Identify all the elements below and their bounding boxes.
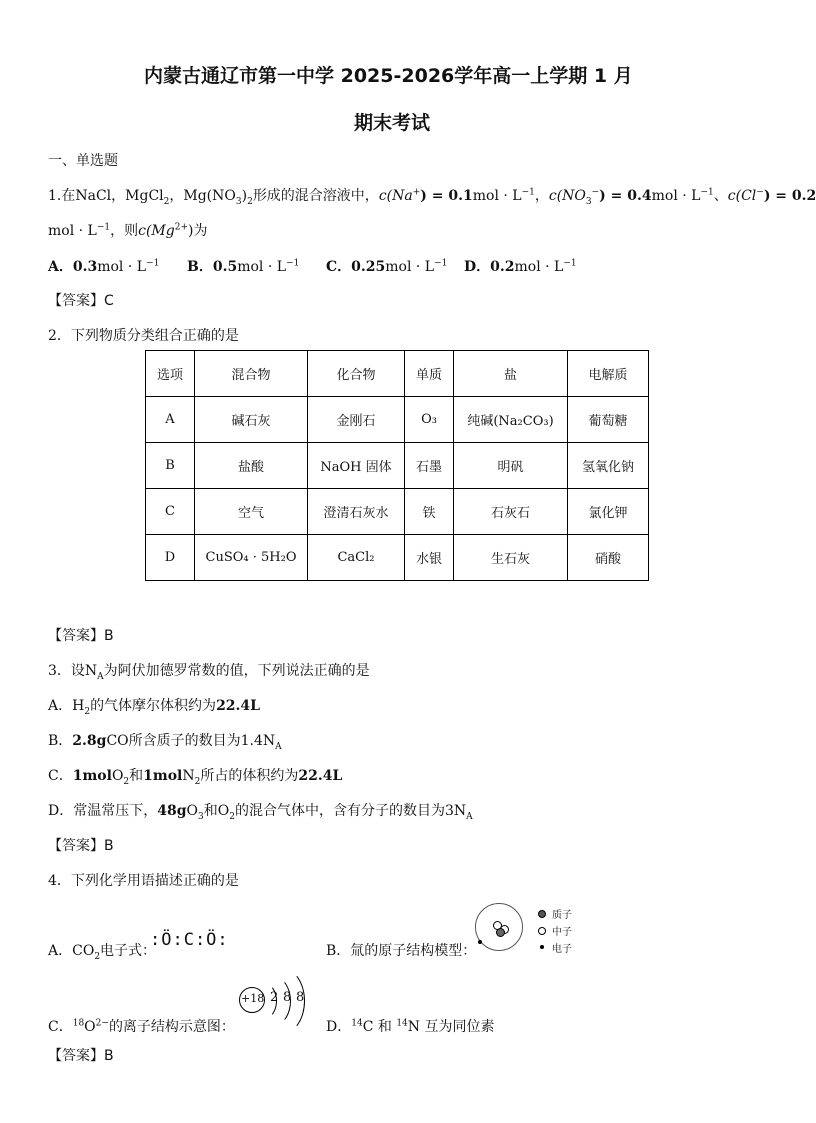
classification-table xyxy=(145,350,649,581)
page-title-line1: 内蒙古通辽市第一中学 2025-2026学年高一上学期 1 月 xyxy=(144,65,633,87)
table-cell: 明矾 xyxy=(454,443,568,489)
co2-lewis-structure: :Ö:C:Ö: xyxy=(150,930,229,950)
table-cell: 空气 xyxy=(195,489,308,535)
table-header: 化合物 xyxy=(308,351,405,397)
nucleus-charge: +18 xyxy=(241,992,265,1005)
table-cell: 纯碱(Na₂CO₃) xyxy=(454,397,568,443)
table-cell: 金刚石 xyxy=(308,397,405,443)
q4-answer: 【答案】B xyxy=(48,1048,114,1064)
table-cell: O₃ xyxy=(405,397,454,443)
table-row xyxy=(146,489,649,535)
table-cell: 氯化钾 xyxy=(568,489,649,535)
table-cell: 硝酸 xyxy=(568,535,649,581)
table-cell: CaCl₂ xyxy=(308,535,405,581)
table-cell: 石灰石 xyxy=(454,489,568,535)
table-header-row xyxy=(146,351,649,397)
table-cell: 碱石灰 xyxy=(195,397,308,443)
table-header: 电解质 xyxy=(568,351,649,397)
table-cell: B xyxy=(146,443,195,489)
table-cell: A xyxy=(146,397,195,443)
page-title-line2: 期末考试 xyxy=(354,112,431,134)
table-cell: D xyxy=(146,535,195,581)
q1-option-b: B．$0.5mol \cdot L^{-1}$ xyxy=(187,258,300,275)
q3-stem: 3．设$N_A$为阿伏加德罗常数的值，下列说法正确的是 xyxy=(48,663,370,682)
q4-option-a: A．$CO_2$电子式： xyxy=(48,943,157,962)
q4-option-b: B．氚的原子结构模型： xyxy=(326,943,477,959)
q1-option-c: C．$0.25mol \cdot L^{-1}$ xyxy=(326,258,448,275)
q1-option-d: D．$0.2mol \cdot L^{-1}$ xyxy=(464,258,577,275)
table-cell: 水银 xyxy=(405,535,454,581)
table-cell: C xyxy=(146,489,195,535)
q1-answer: 【答案】C xyxy=(48,293,114,309)
q4-stem: 4．下列化学用语描述正确的是 xyxy=(48,873,239,889)
table-header: 选项 xyxy=(146,351,195,397)
q3-option-a: A．$H_2$的气体摩尔体积约为22.4L xyxy=(48,698,261,717)
legend-label: 质子 xyxy=(552,910,572,921)
q3-option-c: C．1molO$_2$和1molN$_2$所占的体积约为22.4L xyxy=(48,768,343,787)
q4-option-d: D．$^{14}$C 和 $^{14}$N 互为同位素 xyxy=(326,1018,495,1035)
table-cell: 氢氧化钠 xyxy=(568,443,649,489)
q1-option-a: A．$0.3mol \cdot L^{-1}$ xyxy=(48,258,160,275)
q4-option-c: C．$^{18}O^{2-}$的离子结构示意图： xyxy=(48,1018,235,1035)
proton-circle xyxy=(496,928,505,937)
shell-count: 8 xyxy=(283,990,292,1005)
table-header: 单质 xyxy=(405,351,454,397)
section-heading: 一、单选题 xyxy=(48,153,118,169)
electron-dot xyxy=(478,940,482,944)
q1-stem-line1: 1.在NaCl，MgCl$_2$，$Mg(NO_3)_2$形成的混合溶液中，$c(Na^+) = 0.1mol \cdot L^{-1}$，$c(NO_3^-) = 0.4mol \cdot L^{-1}$、c(Cl−) = 0.2 xyxy=(48,187,816,207)
q1-stem-line2: mol · $L^{-1}$，则$c(Mg^{2+})$为 xyxy=(48,222,208,239)
shell-count: 2 xyxy=(270,990,279,1005)
table-header: 盐 xyxy=(454,351,568,397)
electron-legend-icon xyxy=(540,945,544,949)
q3-option-d: D．常温常压下，$48gO_3$和$O_2$的混合气体中，含有分子的数目为$3N_A$ xyxy=(48,803,473,822)
q3-answer: 【答案】B xyxy=(48,838,114,854)
table-cell: 葡萄糖 xyxy=(568,397,649,443)
legend-label: 中子 xyxy=(552,927,572,938)
legend-label: 电子 xyxy=(552,944,572,955)
table-cell: 铁 xyxy=(405,489,454,535)
q2-answer: 【答案】B xyxy=(48,628,114,644)
table-cell: 澄清石灰水 xyxy=(308,489,405,535)
table-row xyxy=(146,443,649,489)
proton-legend-icon xyxy=(538,910,546,918)
table-cell: 盐酸 xyxy=(195,443,308,489)
table-cell: CuSO₄ · 5H₂O xyxy=(195,535,308,581)
electron-shell-arc xyxy=(260,968,305,1034)
q2-stem: 2．下列物质分类组合正确的是 xyxy=(48,328,239,344)
neutron-legend-icon xyxy=(538,927,546,935)
table-row xyxy=(146,397,649,443)
table-row xyxy=(146,535,649,581)
shell-count: 8 xyxy=(296,990,305,1005)
table-cell: 石墨 xyxy=(405,443,454,489)
table-cell: 生石灰 xyxy=(454,535,568,581)
table-cell: NaOH 固体 xyxy=(308,443,405,489)
table-header: 混合物 xyxy=(195,351,308,397)
q3-option-b: B．2.8gCO所含质子的数目为$1.4N_A$ xyxy=(48,733,282,752)
